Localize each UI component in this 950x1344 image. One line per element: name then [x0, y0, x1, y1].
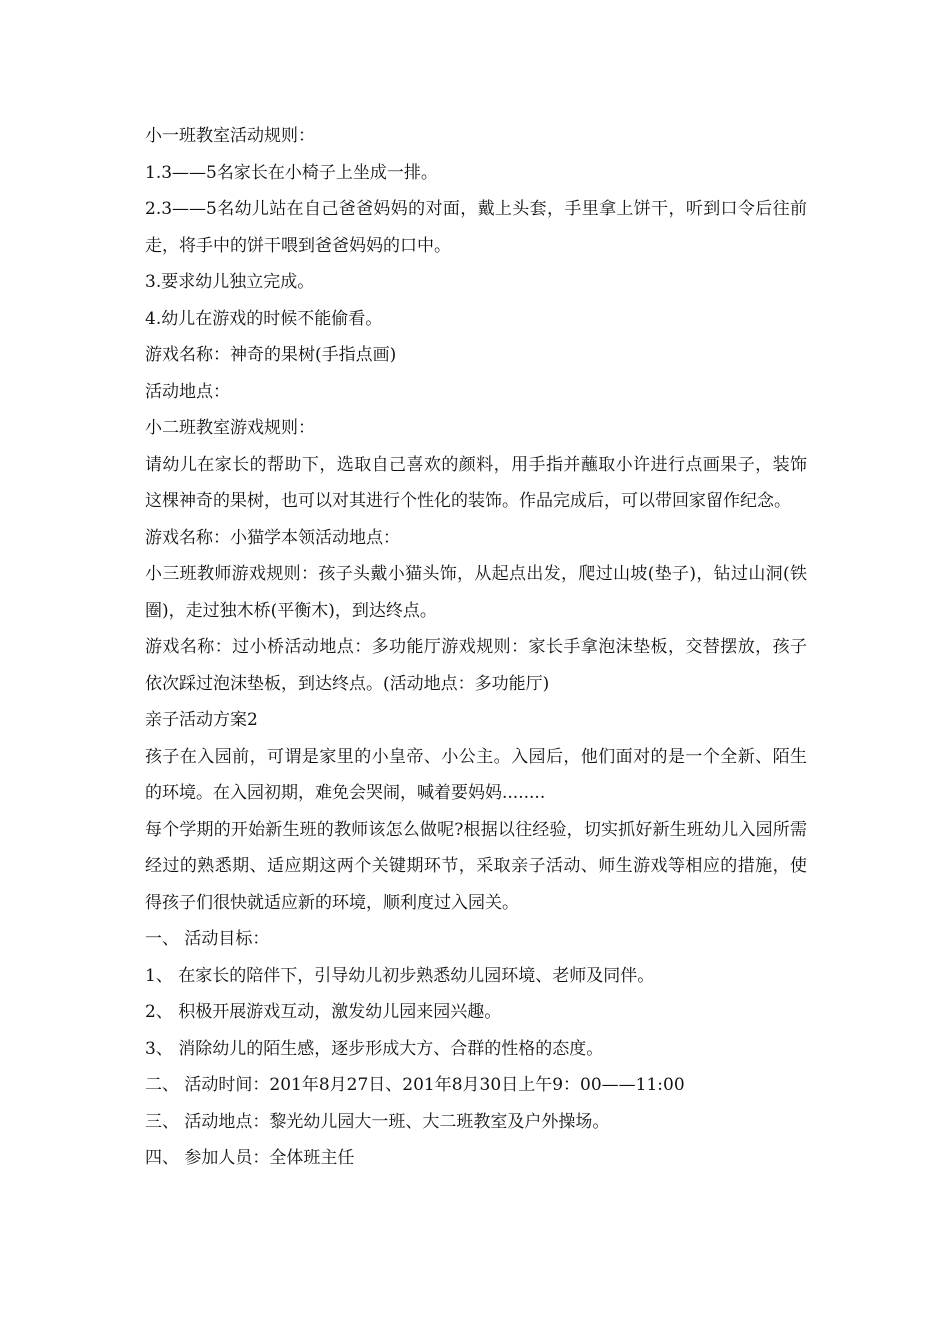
section-heading-goals: 一、 活动目标： — [145, 929, 270, 949]
section-heading-participants: 四、 参加人员：全体班主任 — [145, 1148, 355, 1168]
paragraph-rules-class1-heading: 小一班教室活动规则： — [145, 126, 315, 146]
section-heading-time: 二、 活动时间：201年8月27日、201年8月30日上午9：00——11:00 — [145, 1075, 685, 1095]
paragraph-rules-class2-heading: 小二班教室游戏规则： — [145, 418, 315, 438]
paragraph-fruit-tree-rules: 请幼儿在家长的帮助下，选取自己喜欢的颜料，用手指并蘸取小许进行点画果子，装饰这棵神奇的果树，也可以对其进行个性化的装饰。作品完成后，可以带回家留作纪念。 — [145, 454, 807, 511]
paragraph-game-name-fruit-tree: 游戏名称：神奇的果树(手指点画) — [145, 345, 397, 365]
paragraph-approach: 每个学期的开始新生班的教师该怎么做呢?根据以往经验，切实抓好新生班幼儿入园所需经过的熟悉期、适应期这两个关键期环节，采取亲子活动、师生游戏等相应的措施，使得孩子们很快就适应新的环境，顺利度过入园关。 — [145, 819, 807, 913]
paragraph-intro: 孩子在入园前，可谓是家里的小皇帝、小公主。入园后，他们面对的是一个全新、陌生的环境。在入园初期，难免会哭闹，喊着要妈妈........ — [145, 746, 807, 803]
list-item-goal-3: 3、 消除幼儿的陌生感，逐步形成大方、合群的性格的态度。 — [145, 1038, 604, 1059]
paragraph-kitten-rules: 小三班教师游戏规则：孩子头戴小猫头饰，从起点出发，爬过山坡(垫子)，钻过山洞(铁圈)，走过独木桥(平衡木)，到达终点。 — [145, 564, 807, 621]
paragraph-rule-1: 1.3——5名家长在小椅子上坐成一排。 — [145, 162, 438, 183]
paragraph-rule-4: 4.幼儿在游戏的时候不能偷看。 — [145, 308, 383, 329]
list-item-goal-2: 2、 积极开展游戏互动，激发幼儿园来园兴趣。 — [145, 1002, 502, 1022]
paragraph-plan-2-title: 亲子活动方案2 — [145, 710, 258, 730]
section-heading-location: 三、 活动地点：黎光幼儿园大一班、大二班教室及户外操场。 — [145, 1111, 610, 1132]
paragraph-activity-location: 活动地点： — [145, 381, 230, 402]
list-item-goal-1: 1、 在家长的陪伴下，引导幼儿初步熟悉幼儿园环境、老师及同伴。 — [145, 965, 655, 986]
paragraph-game-name-bridge: 游戏名称：过小桥活动地点：多功能厅游戏规则：家长手拿泡沫垫板，交替摆放，孩子依次踩过泡沫垫板，到达终点。(活动地点：多功能厅) — [145, 637, 807, 694]
paragraph-rule-2: 2.3——5名幼儿站在自己爸爸妈妈的对面，戴上头套，手里拿上饼干，听到口令后往前走，将手中的饼干喂到爸爸妈妈的口中。 — [145, 199, 807, 256]
paragraph-game-name-kitten: 游戏名称：小猫学本领活动地点： — [145, 527, 400, 548]
document-page — [145, 118, 807, 1177]
paragraph-rule-3: 3.要求幼儿独立完成。 — [145, 272, 315, 292]
